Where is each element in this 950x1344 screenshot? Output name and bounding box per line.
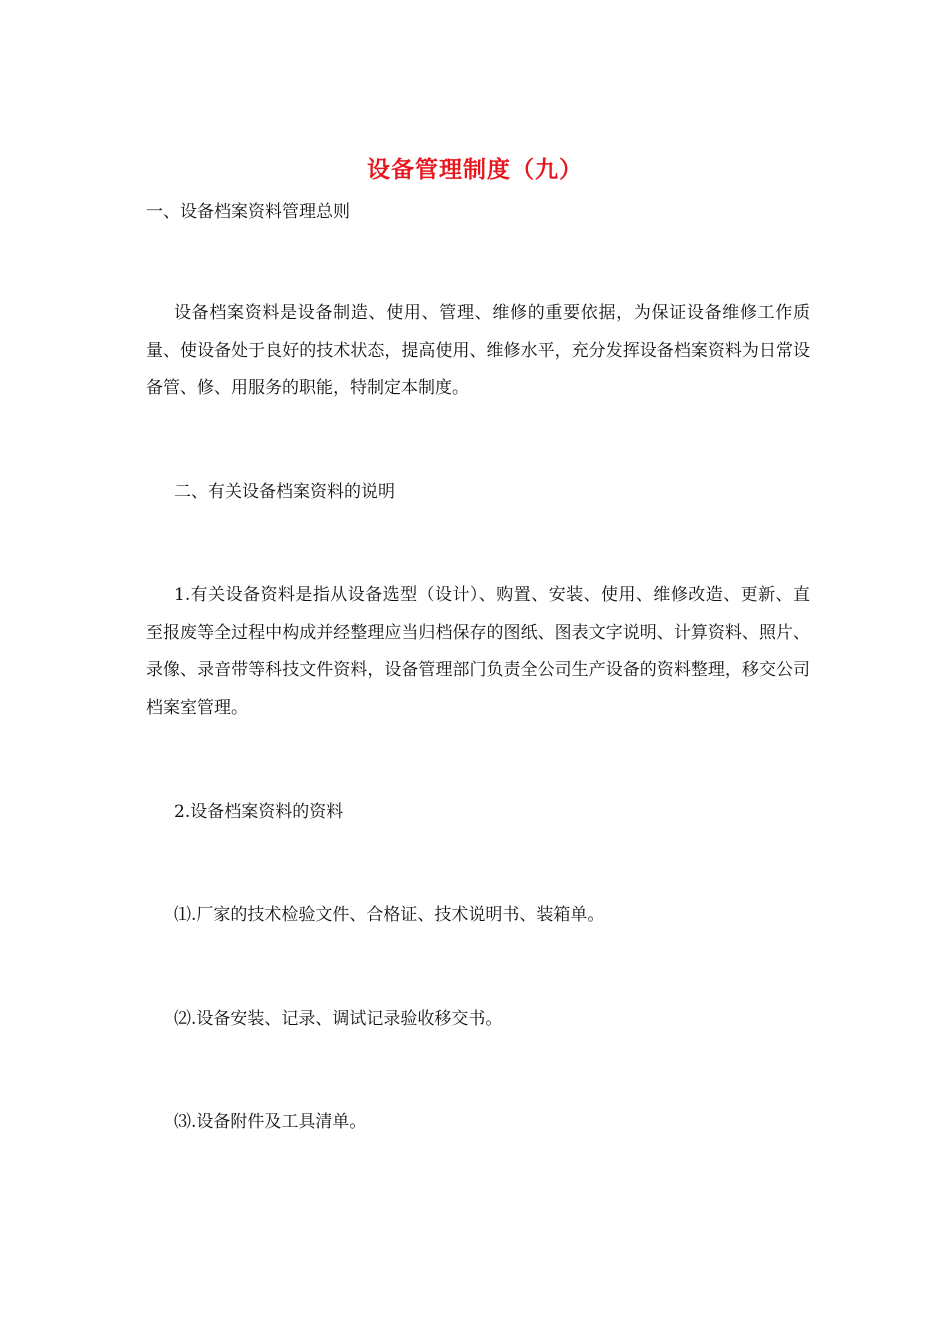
sub-item-1: ⑴.厂家的技术检验文件、合格证、技术说明书、装箱单。 (174, 905, 605, 925)
sub-item-3: ⑶.设备附件及工具清单。 (174, 1112, 367, 1132)
sub-item-2: ⑵.设备安装、记录、调试记录验收移交书。 (174, 1009, 503, 1029)
item-1-paragraph: 1.有关设备资料是指从设备选型（设计）、购置、安装、使用、维修改造、更新、直至报废等全过程中构成并经整理应当归档保存的图纸、图表文字说明、计算资料、照片、录像、录音带等科技文件资料，设备管理部门负责全公司生产设备的资料整理，移交公司档案室管理。 (146, 585, 810, 718)
document-title: 设备管理制度（九） (367, 156, 583, 183)
section-1-heading: 一、设备档案资料管理总则 (146, 202, 350, 222)
section-2-heading: 二、有关设备档案资料的说明 (174, 482, 395, 502)
section-1-paragraph: 设备档案资料是设备制造、使用、管理、维修的重要依据，为保证设备维修工作质量、使设备处于良好的技术状态，提高使用、维修水平，充分发挥设备档案资料为日常设备管、修、用服务的职能，特制定本制度。 (146, 303, 810, 398)
item-2-heading: 2.设备档案资料的资料 (174, 802, 344, 822)
